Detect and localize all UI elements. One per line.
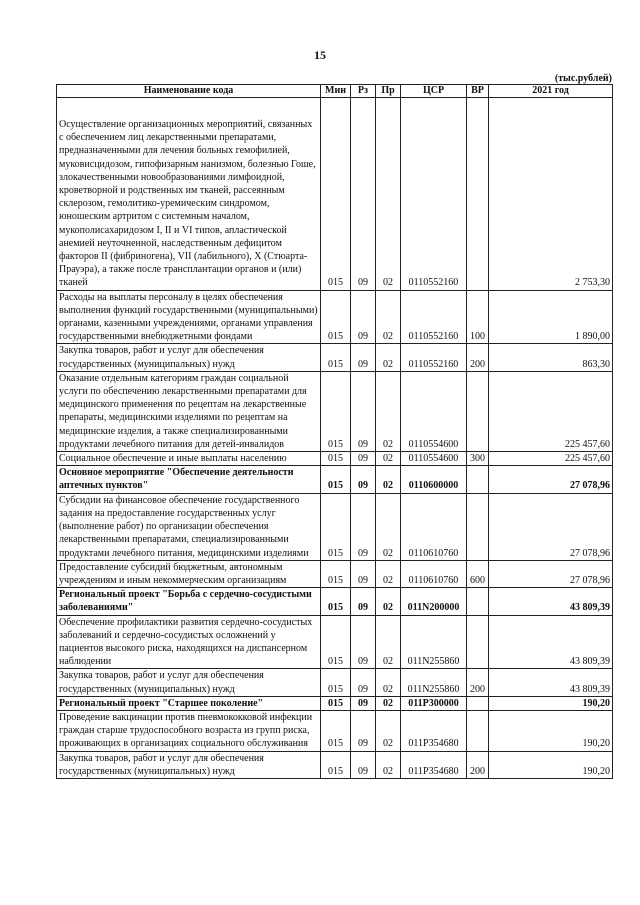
table-row bbox=[57, 290, 613, 344]
row-csr: 011P300000 bbox=[401, 696, 467, 710]
row-csr: 011P354680 bbox=[401, 751, 467, 778]
row-csr: 0110552160 bbox=[401, 344, 467, 371]
row-amount: 27 078,96 bbox=[489, 560, 613, 587]
row-min: 015 bbox=[321, 290, 351, 344]
row-csr: 011N255860 bbox=[401, 615, 467, 669]
row-rz: 09 bbox=[351, 452, 376, 466]
row-name: Закупка товаров, работ и услуг для обеспечения государственных (муниципальных) нужд bbox=[57, 669, 321, 696]
row-vr bbox=[467, 615, 489, 669]
row-pr: 02 bbox=[376, 751, 401, 778]
row-csr: 0110600000 bbox=[401, 466, 467, 493]
row-amount: 190,20 bbox=[489, 710, 613, 751]
row-vr: 300 bbox=[467, 452, 489, 466]
row-csr: 011N200000 bbox=[401, 588, 467, 615]
row-min: 015 bbox=[321, 615, 351, 669]
row-name: Проведение вакцинации против пневмококковой инфекции граждан старше трудоспособного возраста из групп риска, проживающих в организациях социального обслуживания bbox=[57, 710, 321, 751]
row-name: Обеспечение профилактики развития сердечно-сосудистых заболеваний и сердечно-сосудистых осложнений у пациентов высокого риска, находящихся на диспансерном наблюдении bbox=[57, 615, 321, 669]
row-csr: 0110554600 bbox=[401, 452, 467, 466]
row-amount: 27 078,96 bbox=[489, 466, 613, 493]
row-pr: 02 bbox=[376, 493, 401, 560]
table-row bbox=[57, 371, 613, 451]
row-min: 015 bbox=[321, 669, 351, 696]
row-vr bbox=[467, 493, 489, 560]
row-vr bbox=[467, 588, 489, 615]
row-min: 015 bbox=[321, 696, 351, 710]
unit-note: (тыс.рублей) bbox=[554, 73, 612, 84]
row-rz: 09 bbox=[351, 710, 376, 751]
row-vr bbox=[467, 371, 489, 451]
row-rz: 09 bbox=[351, 588, 376, 615]
header-rz: Рз bbox=[351, 85, 376, 98]
row-amount: 863,30 bbox=[489, 344, 613, 371]
row-name: Региональный проект "Борьба с сердечно-сосудистыми заболеваниями" bbox=[57, 588, 321, 615]
row-amount: 190,20 bbox=[489, 696, 613, 710]
row-pr: 02 bbox=[376, 371, 401, 451]
row-rz: 09 bbox=[351, 615, 376, 669]
row-amount: 225 457,60 bbox=[489, 371, 613, 451]
row-name: Субсидии на финансовое обеспечение государственного задания на предоставление государственных услуг (выполнение работ) по организации обеспечения лекарственными препаратами, специализированными продуктами лечебного питания, медицинскими изделиями bbox=[57, 493, 321, 560]
row-csr: 011P354680 bbox=[401, 710, 467, 751]
row-name: Оказание отдельным категориям граждан социальной услуги по обеспечению лекарственными препаратами для медицинского применения по рецептам на лекарственные препараты, медицинскими изделиями по рецептам на медицинские изделия, а также специализированными продуктами лечебного питания для детей-инвалидов bbox=[57, 371, 321, 451]
row-rz: 09 bbox=[351, 493, 376, 560]
header-row bbox=[57, 85, 613, 98]
row-name: Социальное обеспечение и иные выплаты населению bbox=[57, 452, 321, 466]
row-vr: 200 bbox=[467, 751, 489, 778]
row-name: Осуществление организационных мероприятий, связанных с обеспечением лиц лекарственными препаратами, предназначенными для лечения больных гемофилией, муковисцидозом, гипофизарным нанизмом, болезнью Гоше, злокачественными новообразованиями лимфоидной, кроветворной и родственных им тканей, рассеянным склерозом, гемолитико-уремическим синдромом, юношеским артритом с системным началом, мукополисахаридозом I, II и VI типов, апластической анемией неуточненной, наследственным дефицитом факторов II (фибриногена), VII (лабильного), X (Стюарта-Прауэра), а также после трансплантации органов и (или) тканей bbox=[57, 98, 321, 291]
table-row bbox=[57, 344, 613, 371]
header-year: 2021 год bbox=[489, 85, 613, 98]
row-amount: 43 809,39 bbox=[489, 588, 613, 615]
row-min: 015 bbox=[321, 588, 351, 615]
header-csr: ЦСР bbox=[401, 85, 467, 98]
row-pr: 02 bbox=[376, 615, 401, 669]
table-row bbox=[57, 452, 613, 466]
row-min: 015 bbox=[321, 751, 351, 778]
row-amount: 2 753,30 bbox=[489, 98, 613, 291]
row-rz: 09 bbox=[351, 466, 376, 493]
row-rz: 09 bbox=[351, 696, 376, 710]
row-amount: 43 809,39 bbox=[489, 669, 613, 696]
row-vr bbox=[467, 696, 489, 710]
row-pr: 02 bbox=[376, 344, 401, 371]
budget-table bbox=[56, 84, 613, 779]
table-row bbox=[57, 560, 613, 587]
row-pr: 02 bbox=[376, 98, 401, 291]
table-row bbox=[57, 669, 613, 696]
row-min: 015 bbox=[321, 493, 351, 560]
page-number: 15 bbox=[314, 48, 326, 62]
row-min: 015 bbox=[321, 452, 351, 466]
row-pr: 02 bbox=[376, 290, 401, 344]
header-pr: Пр bbox=[376, 85, 401, 98]
row-vr bbox=[467, 466, 489, 493]
row-amount: 1 890,00 bbox=[489, 290, 613, 344]
row-csr: 0110610760 bbox=[401, 493, 467, 560]
row-vr bbox=[467, 98, 489, 291]
row-csr: 0110610760 bbox=[401, 560, 467, 587]
table-row bbox=[57, 466, 613, 493]
row-amount: 225 457,60 bbox=[489, 452, 613, 466]
row-name: Основное мероприятие "Обеспечение деятельности аптечных пунктов" bbox=[57, 466, 321, 493]
row-min: 015 bbox=[321, 560, 351, 587]
table-row bbox=[57, 751, 613, 778]
row-vr bbox=[467, 710, 489, 751]
row-min: 015 bbox=[321, 344, 351, 371]
row-pr: 02 bbox=[376, 696, 401, 710]
row-min: 015 bbox=[321, 371, 351, 451]
table-row bbox=[57, 98, 613, 291]
row-pr: 02 bbox=[376, 466, 401, 493]
row-rz: 09 bbox=[351, 371, 376, 451]
row-name: Расходы на выплаты персоналу в целях обеспечения выполнения функций государственными (муниципальными) органами, казенными учреждениями, органами управления государственными внебюджетными фондами bbox=[57, 290, 321, 344]
table-row bbox=[57, 710, 613, 751]
row-name: Предоставление субсидий бюджетным, автономным учреждениям и иным некоммерческим организациям bbox=[57, 560, 321, 587]
table-row bbox=[57, 696, 613, 710]
row-csr: 0110552160 bbox=[401, 290, 467, 344]
row-min: 015 bbox=[321, 710, 351, 751]
row-csr: 011N255860 bbox=[401, 669, 467, 696]
row-csr: 0110552160 bbox=[401, 98, 467, 291]
row-pr: 02 bbox=[376, 452, 401, 466]
row-pr: 02 bbox=[376, 669, 401, 696]
row-amount: 43 809,39 bbox=[489, 615, 613, 669]
row-rz: 09 bbox=[351, 669, 376, 696]
row-pr: 02 bbox=[376, 560, 401, 587]
header-name: Наименование кода bbox=[57, 85, 321, 98]
row-rz: 09 bbox=[351, 98, 376, 291]
row-name: Закупка товаров, работ и услуг для обеспечения государственных (муниципальных) нужд bbox=[57, 344, 321, 371]
header-min: Мин bbox=[321, 85, 351, 98]
table-row bbox=[57, 588, 613, 615]
row-name: Закупка товаров, работ и услуг для обеспечения государственных (муниципальных) нужд bbox=[57, 751, 321, 778]
row-min: 015 bbox=[321, 98, 351, 291]
table-row bbox=[57, 493, 613, 560]
row-vr: 200 bbox=[467, 344, 489, 371]
row-rz: 09 bbox=[351, 290, 376, 344]
row-vr: 100 bbox=[467, 290, 489, 344]
table-body bbox=[57, 98, 613, 779]
row-rz: 09 bbox=[351, 751, 376, 778]
row-rz: 09 bbox=[351, 344, 376, 371]
row-vr: 200 bbox=[467, 669, 489, 696]
table-row bbox=[57, 615, 613, 669]
row-pr: 02 bbox=[376, 710, 401, 751]
row-name: Региональный проект "Старшее поколение" bbox=[57, 696, 321, 710]
row-amount: 27 078,96 bbox=[489, 493, 613, 560]
row-csr: 0110554600 bbox=[401, 371, 467, 451]
row-vr: 600 bbox=[467, 560, 489, 587]
row-pr: 02 bbox=[376, 588, 401, 615]
row-amount: 190,20 bbox=[489, 751, 613, 778]
row-min: 015 bbox=[321, 466, 351, 493]
header-vr: ВР bbox=[467, 85, 489, 98]
row-rz: 09 bbox=[351, 560, 376, 587]
